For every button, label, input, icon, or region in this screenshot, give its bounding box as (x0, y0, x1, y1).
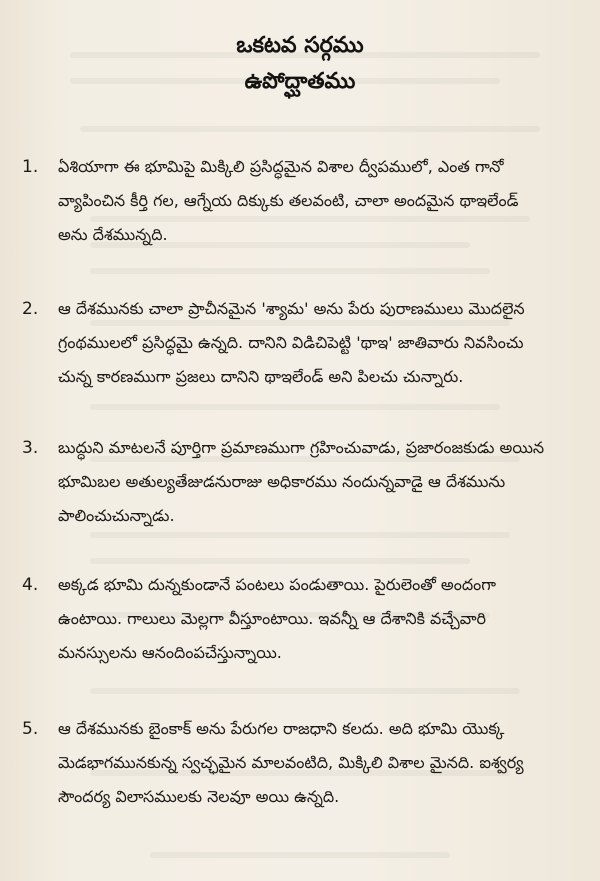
paragraph-line: భూమిబల అతుల్యతేజుడనురాజు అధికారము నందున్నవాడై ఆ దేశమును (58, 472, 506, 491)
paragraph-number: 4. (22, 575, 39, 595)
paragraph-line: అను దేశమున్నది. (58, 225, 168, 244)
paragraph-line: వ్యాపించిన కీర్తి గల, ఆగ్నేయ దిక్కుకు తలవంటి, చాలా అందమైన థాఇలేండ్ (58, 191, 519, 210)
paragraph-line: సౌందర్య విలాసములకు నెలవూ అయి ఉన్నది. (58, 787, 340, 806)
paragraph-line: ఉంటాయి. గాలులు మెల్లగా వీస్తూంటాయి. ఇవన్నీ ఆ దేశానికి వచ్చేవారి (58, 609, 487, 628)
paragraph-number: 3. (22, 438, 39, 458)
paragraph-line: మనస్సులను ఆనందింపచేస్తున్నాయి. (58, 643, 282, 662)
chapter-heading: ఒకటవ సర్గము (236, 33, 364, 58)
paragraph-line: బుద్ధుని మాటలనే పూర్తిగా ప్రమాణముగా గ్రహించువాడు, ప్రజారంజకుడు అయిన (58, 438, 545, 457)
chapter-headings (0, 28, 600, 100)
paragraph-number: 5. (22, 719, 39, 739)
paragraph-line: ఆ దేశమునకు చాలా ప్రాచీనమైన 'శ్యామ' అను పేరు పురాణములు మొదలైన (58, 299, 525, 318)
paragraph-line: పాలించుచున్నాడు. (58, 506, 175, 525)
paragraph-number: 1. (22, 157, 39, 177)
paragraph-line: గ్రంథములలో ప్రసిద్ధమై ఉన్నది. దానిని విడిచిపెట్టి 'థాఇ' జాతివారు నివసించు (58, 333, 524, 352)
paragraph-line: ఏశియాగా ఈ భూమిపై మిక్కిలి ప్రసిద్ధమైన విశాల ద్వీపములో, ఎంత గానో (58, 157, 504, 176)
paragraph-number: 2. (22, 299, 39, 319)
paragraph-line: మెడభాగమునకున్న స్వచ్ఛమైన మాలవంటిది, మిక్కిలి విశాల మైనది. ఐశ్వర్య (58, 753, 524, 772)
paragraph-line: చున్న కారణముగా ప్రజలు దానిని థాఇలేండ్ అని పిలచు చున్నారు. (58, 367, 464, 386)
paragraph-line: ఆ దేశమునకు బైంకాక్ అను పేరుగల రాజధాని కలదు. అది భూమి యొక్క (58, 719, 505, 738)
paragraph-line: అక్కడ భూమి దున్నకుండానే పంటలు పండుతాయి. పైరులెంతో అందంగా (58, 575, 496, 594)
chapter-title: ఉపోద్ఘాతము (244, 69, 356, 94)
